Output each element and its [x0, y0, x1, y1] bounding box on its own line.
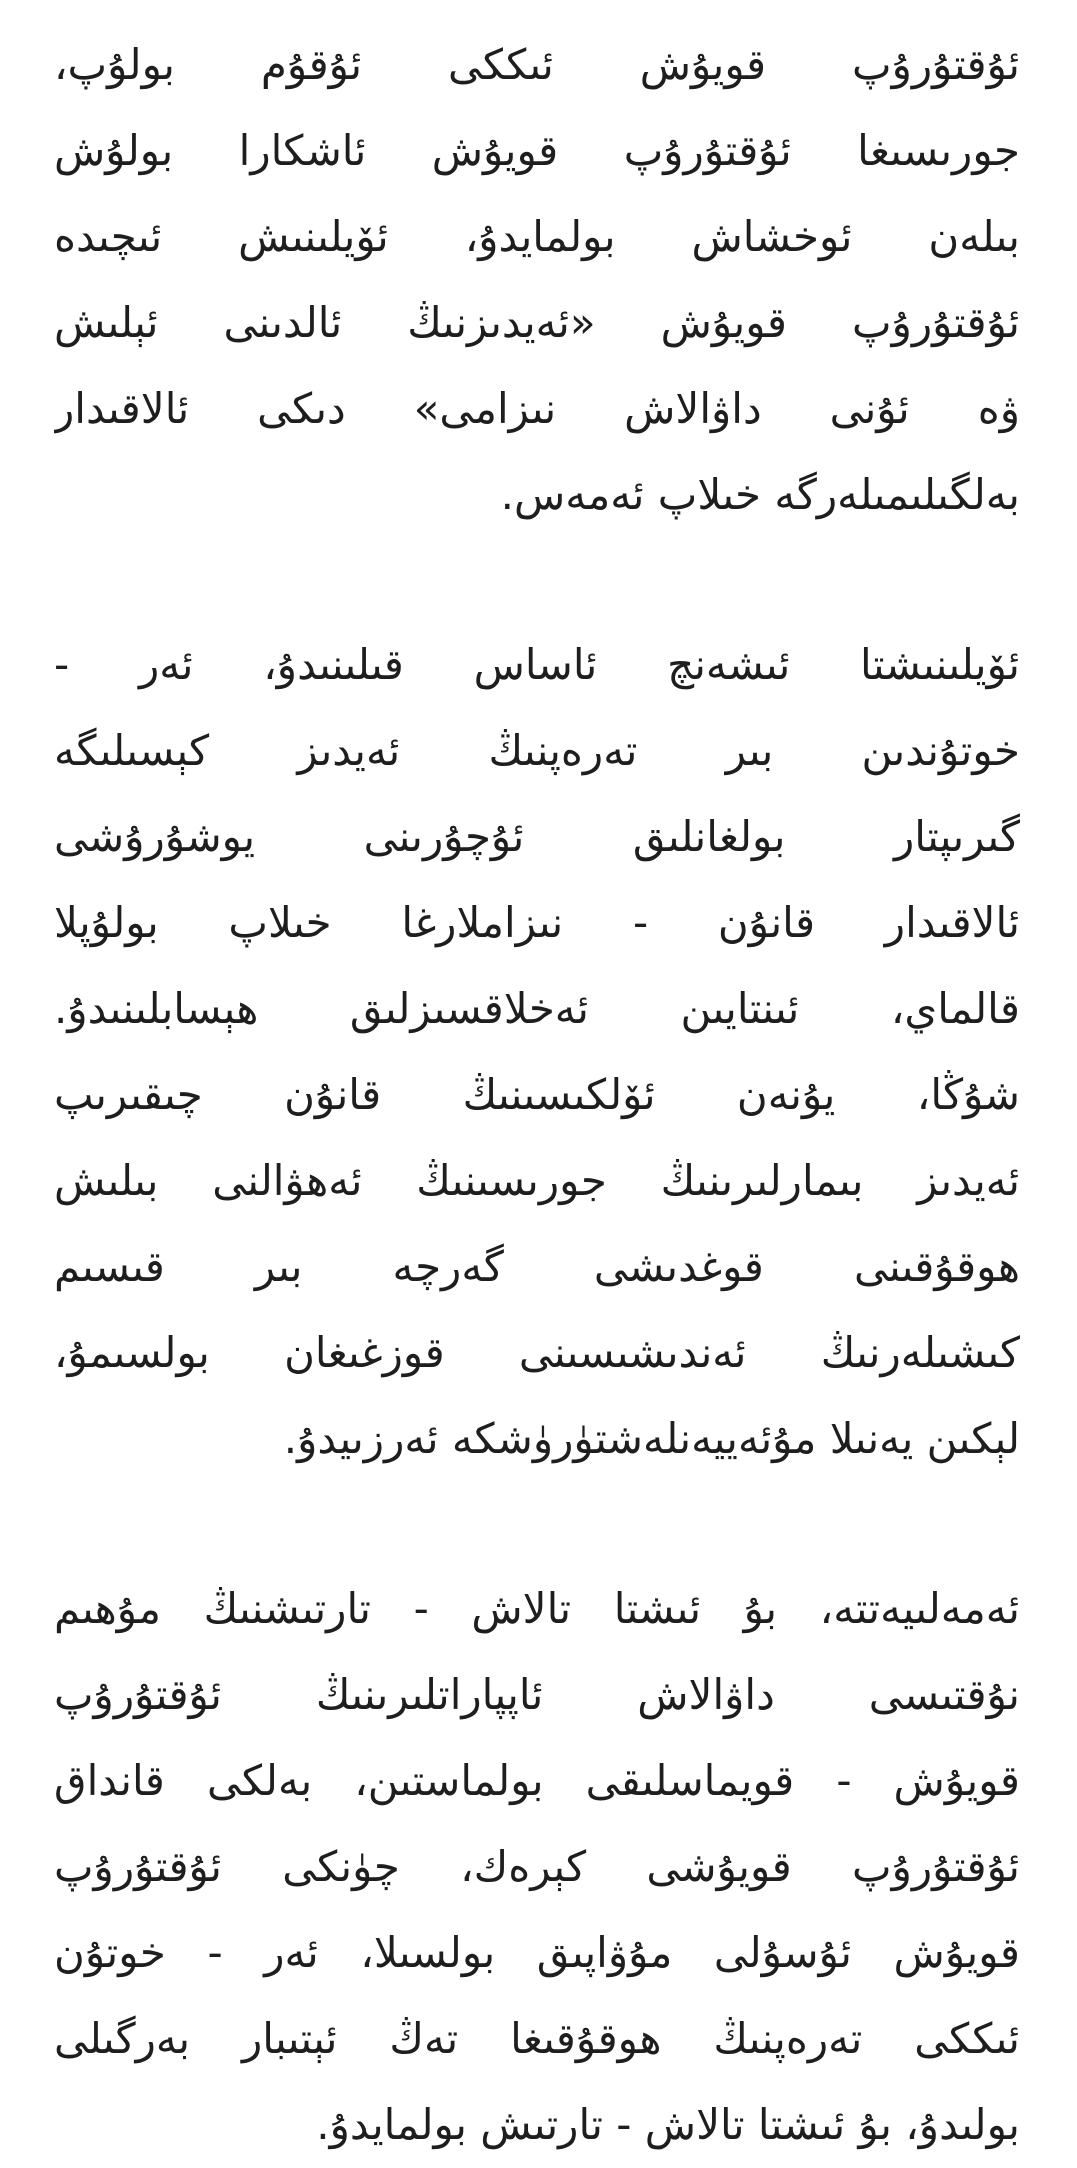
text-line: قويۇش ئۇسۇلى مۇۋاپىق بولسىلا، ئەر - خوتۇن	[54, 1928, 1020, 1977]
text-line: ئۇقتۇرۇپ قويۇش «ئەيدىزنىڭ ئالدىنى ئېلىش	[54, 298, 1020, 347]
text-line: ئالاقىدار قانۇن - نىزاملارغا خىلاپ بولۇپلا	[54, 898, 1020, 947]
text-line: شۇڭا، يۇنەن ئۆلكىسىنىڭ قانۇن چىقىرىپ	[54, 1070, 1020, 1119]
paragraph-spacer	[54, 538, 1020, 622]
text-line: لېكىن يەنىلا مۇئەييەنلەشتۈرۈشكە ئەرزىيدۇ.	[283, 1414, 1020, 1463]
paragraph-2	[54, 622, 1020, 1482]
text-line: بەلگىلىمىلەرگە خىلاپ ئەمەس.	[500, 470, 1020, 519]
text-line: ھوقۇقىنى قوغدىشى گەرچە بىر قىسىم	[54, 1242, 1020, 1291]
text-line: قويۇش - قويماسلىقى بولماستىن، بەلكى قانداق	[54, 1756, 1020, 1805]
text-line: قالماي، ئىنتايىن ئەخلاقسىزلىق ھېسابلىنىدۇ.	[54, 984, 1020, 1033]
text-line: خوتۇندىن بىر تەرەپنىڭ ئەيدىز كېسىلىگە	[54, 726, 1020, 775]
text-line: ئەيدىز بىمارلىرىنىڭ جورىسىنىڭ ئەھۋالنى بىلىش	[54, 1156, 1020, 1205]
text-line: گىرىپتار بولغانلىق ئۇچۇرىنى يوشۇرۇشى	[54, 812, 1020, 861]
text-line: ۋە ئۇنى داۋالاش نىزامى» دىكى ئالاقىدار	[54, 384, 1020, 433]
text-line: بىلەن ئوخشاش بولمايدۇ، ئۆيلىنىش ئىچىدە	[54, 212, 1020, 261]
paragraph-1	[54, 22, 1020, 538]
text-line: جورىسىغا ئۇقتۇرۇپ قويۇش ئاشكارا بولۇش	[54, 126, 1020, 175]
text-line: كىشىلەرنىڭ ئەندىشىسىنى قوزغىغان بولسىمۇ،	[54, 1328, 1020, 1377]
text-line: ئۇقتۇرۇپ قويۇشى كېرەك، چۈنكى ئۇقتۇرۇپ	[54, 1842, 1020, 1891]
article-body	[54, 22, 1020, 2168]
text-line: ئىككى تەرەپنىڭ ھوقۇقىغا تەڭ ئېتىبار بەرگىلى	[54, 2014, 1020, 2063]
text-line: ئۆيلىنىشتا ئىشەنچ ئاساس قىلىنىدۇ، ئەر -	[54, 640, 1020, 689]
text-line: ئەمەلىيەتتە، بۇ ئىشتا تالاش - تارتىشنىڭ مۇھىم	[54, 1584, 1020, 1633]
paragraph-3	[54, 1566, 1020, 2168]
text-line: بولىدۇ، بۇ ئىشتا تالاش - تارتىش بولمايدۇ.	[316, 2100, 1020, 2149]
text-line: ئۇقتۇرۇپ قويۇش ئىككى ئۇقۇم بولۇپ،	[54, 40, 1020, 89]
paragraph-spacer	[54, 1482, 1020, 1566]
text-line: نۇقتىسى داۋالاش ئاپپاراتلىرىنىڭ ئۇقتۇرۇپ	[54, 1670, 1020, 1719]
